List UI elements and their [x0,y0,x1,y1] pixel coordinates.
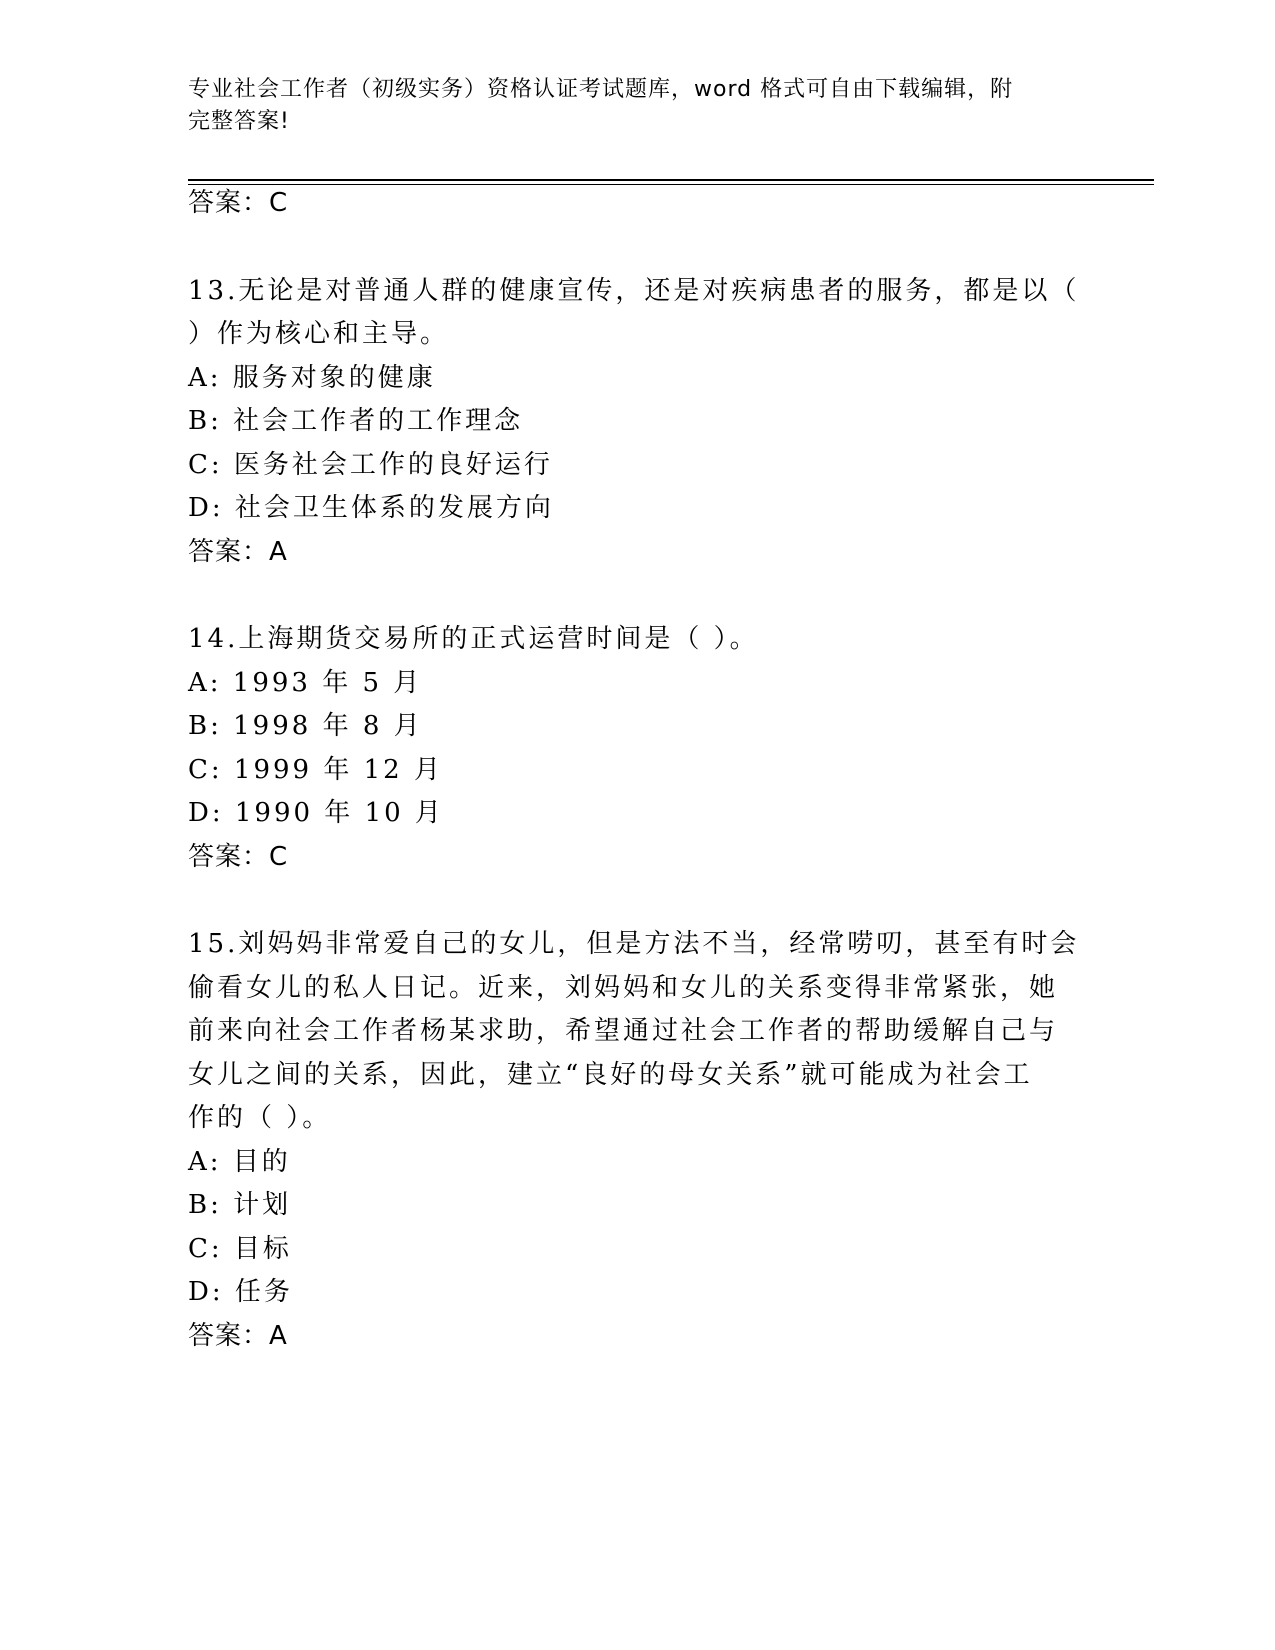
question-15-text-line-2: 偷看女儿的私人日记。近来，刘妈妈和女儿的关系变得非常紧张，她 [188,973,1059,1003]
question-14-option-d: D: 1990 年 10 月 [188,798,444,828]
header-line-1: 专业社会工作者（初级实务）资格认证考试题库，word 格式可自由下载编辑，附 [188,77,1014,102]
question-13-option-a: A: 服务对象的健康 [188,363,436,393]
header-divider-thick [188,179,1154,181]
question-15-option-b: B: 计划 [188,1190,292,1220]
question-15-option-a: A: 目的 [188,1147,291,1177]
header-line-2: 完整答案! [188,109,290,134]
question-14-text: 14.上海期货交易所的正式运营时间是（ ）。 [188,624,759,654]
question-13-text-line-2: ）作为核心和主导。 [188,319,450,349]
answer-15: 答案：A [188,1321,288,1351]
question-15-text-line-1: 15.刘妈妈非常爱自己的女儿，但是方法不当，经常唠叨，甚至有时会 [188,929,1080,959]
page-header [188,74,1068,138]
answer-12: 答案：C [188,188,289,218]
question-13-option-d: D: 社会卫生体系的发展方向 [188,493,554,523]
question-13-option-b: B: 社会工作者的工作理念 [188,406,524,436]
header-divider-thin [188,184,1154,185]
question-15-text-line-3: 前来向社会工作者杨某求助，希望通过社会工作者的帮助缓解自己与 [188,1016,1059,1046]
question-15-text-line-5: 作的（ ）。 [188,1103,332,1133]
answer-13: 答案：A [188,537,288,567]
question-13-option-c: C: 医务社会工作的良好运行 [188,450,553,480]
question-14-option-c: C: 1999 年 12 月 [188,755,443,785]
question-15-text-line-4: 女儿之间的关系，因此，建立“良好的母女关系”就可能成为社会工 [188,1060,1033,1090]
question-15-option-c: C: 目标 [188,1234,292,1264]
answer-14: 答案：C [188,842,289,872]
question-13-text-line-1: 13.无论是对普通人群的健康宣传，还是对疾病患者的服务，都是以（ [188,276,1080,306]
question-14-option-a: A: 1993 年 5 月 [188,668,423,698]
question-14-option-b: B: 1998 年 8 月 [188,711,423,741]
question-15-option-d: D: 任务 [188,1277,293,1307]
